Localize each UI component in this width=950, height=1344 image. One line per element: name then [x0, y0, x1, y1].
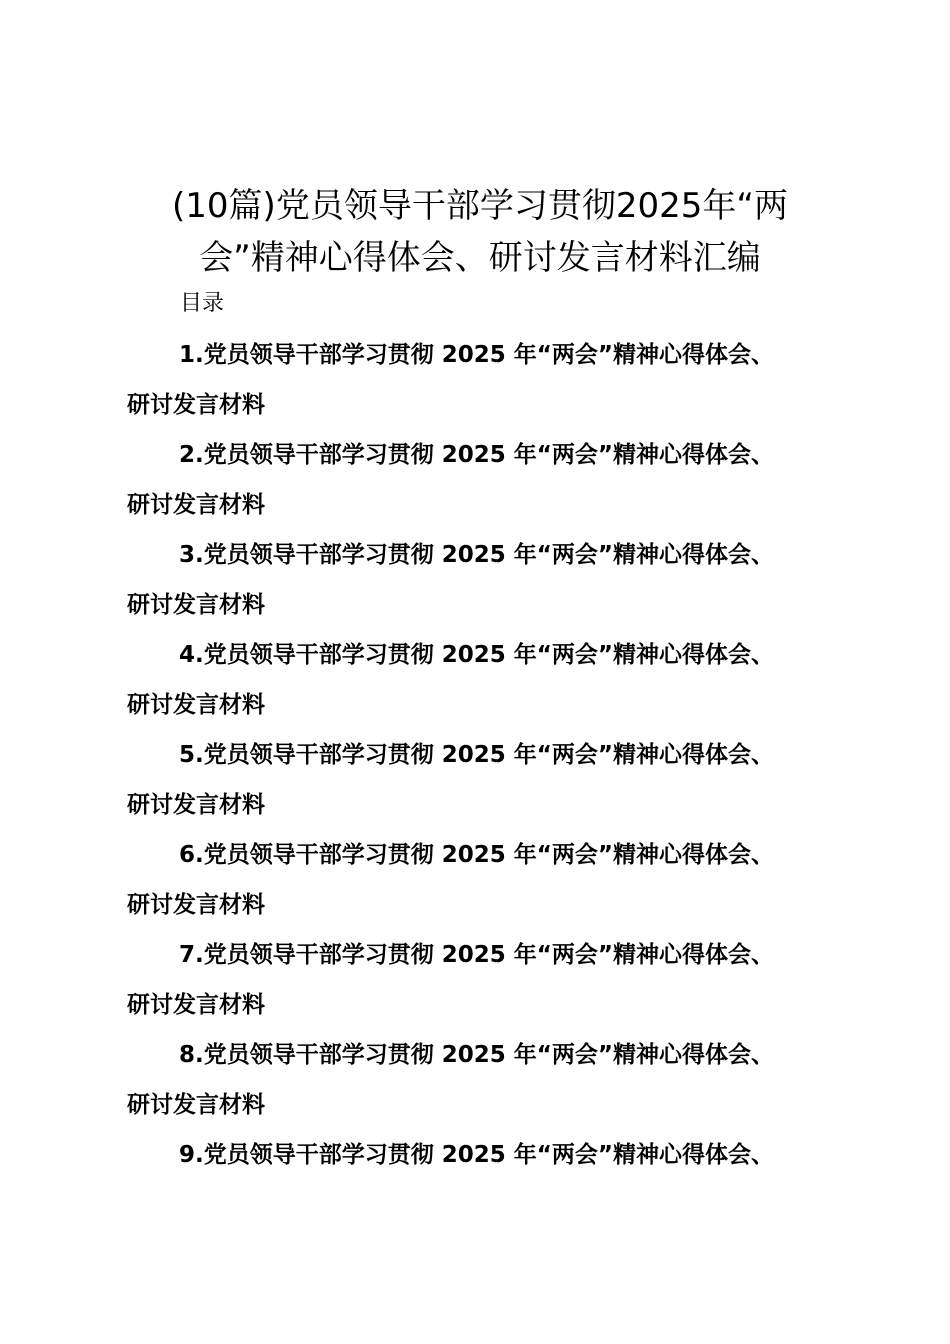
toc-entry-title: 7.党员领导干部学习贯彻 2025 年“两会”精神心得体会、 [179, 942, 775, 968]
toc-entry [127, 930, 857, 1030]
toc-entry [127, 730, 857, 830]
toc-entry [127, 1030, 857, 1130]
title-line-2: 会”精神心得体会、研讨发言材料汇编 [199, 238, 761, 278]
toc-list [127, 330, 857, 1180]
toc-entry [127, 830, 857, 930]
toc-entry-title: 6.党员领导干部学习贯彻 2025 年“两会”精神心得体会、 [179, 842, 775, 868]
toc-entry-title-continued: 研讨发言材料 [127, 692, 265, 718]
toc-entry-title: 8.党员领导干部学习贯彻 2025 年“两会”精神心得体会、 [179, 1042, 775, 1068]
toc-entry [127, 330, 857, 430]
toc-entry-title-continued: 研讨发言材料 [127, 992, 265, 1018]
toc-entry-title-continued: 研讨发言材料 [127, 392, 265, 418]
toc-entry-title: 1.党员领导干部学习贯彻 2025 年“两会”精神心得体会、 [179, 342, 775, 368]
toc-entry [127, 530, 857, 630]
toc-entry-title: 4.党员领导干部学习贯彻 2025 年“两会”精神心得体会、 [179, 642, 775, 668]
toc-entry-title-continued: 研讨发言材料 [127, 592, 265, 618]
toc-entry [127, 630, 857, 730]
toc-entry-title: 5.党员领导干部学习贯彻 2025 年“两会”精神心得体会、 [179, 742, 775, 768]
toc-entry-title-continued: 研讨发言材料 [127, 892, 265, 918]
toc-entry-title-continued: 研讨发言材料 [127, 492, 265, 518]
toc-entry-title: 2.党员领导干部学习贯彻 2025 年“两会”精神心得体会、 [179, 442, 775, 468]
toc-entry-title-continued: 研讨发言材料 [127, 1092, 265, 1118]
toc-entry-title-continued: 研讨发言材料 [127, 792, 265, 818]
toc-entry [127, 430, 857, 530]
toc-entry [127, 1130, 857, 1180]
toc-heading: 目录 [180, 291, 225, 316]
toc-entry-title: 3.党员领导干部学习贯彻 2025 年“两会”精神心得体会、 [179, 542, 775, 568]
title-line-1: (10篇)党员领导干部学习贯彻2025年“两 [172, 186, 788, 226]
toc-entry-title: 9.党员领导干部学习贯彻 2025 年“两会”精神心得体会、 [179, 1142, 775, 1168]
document-title [120, 180, 840, 284]
